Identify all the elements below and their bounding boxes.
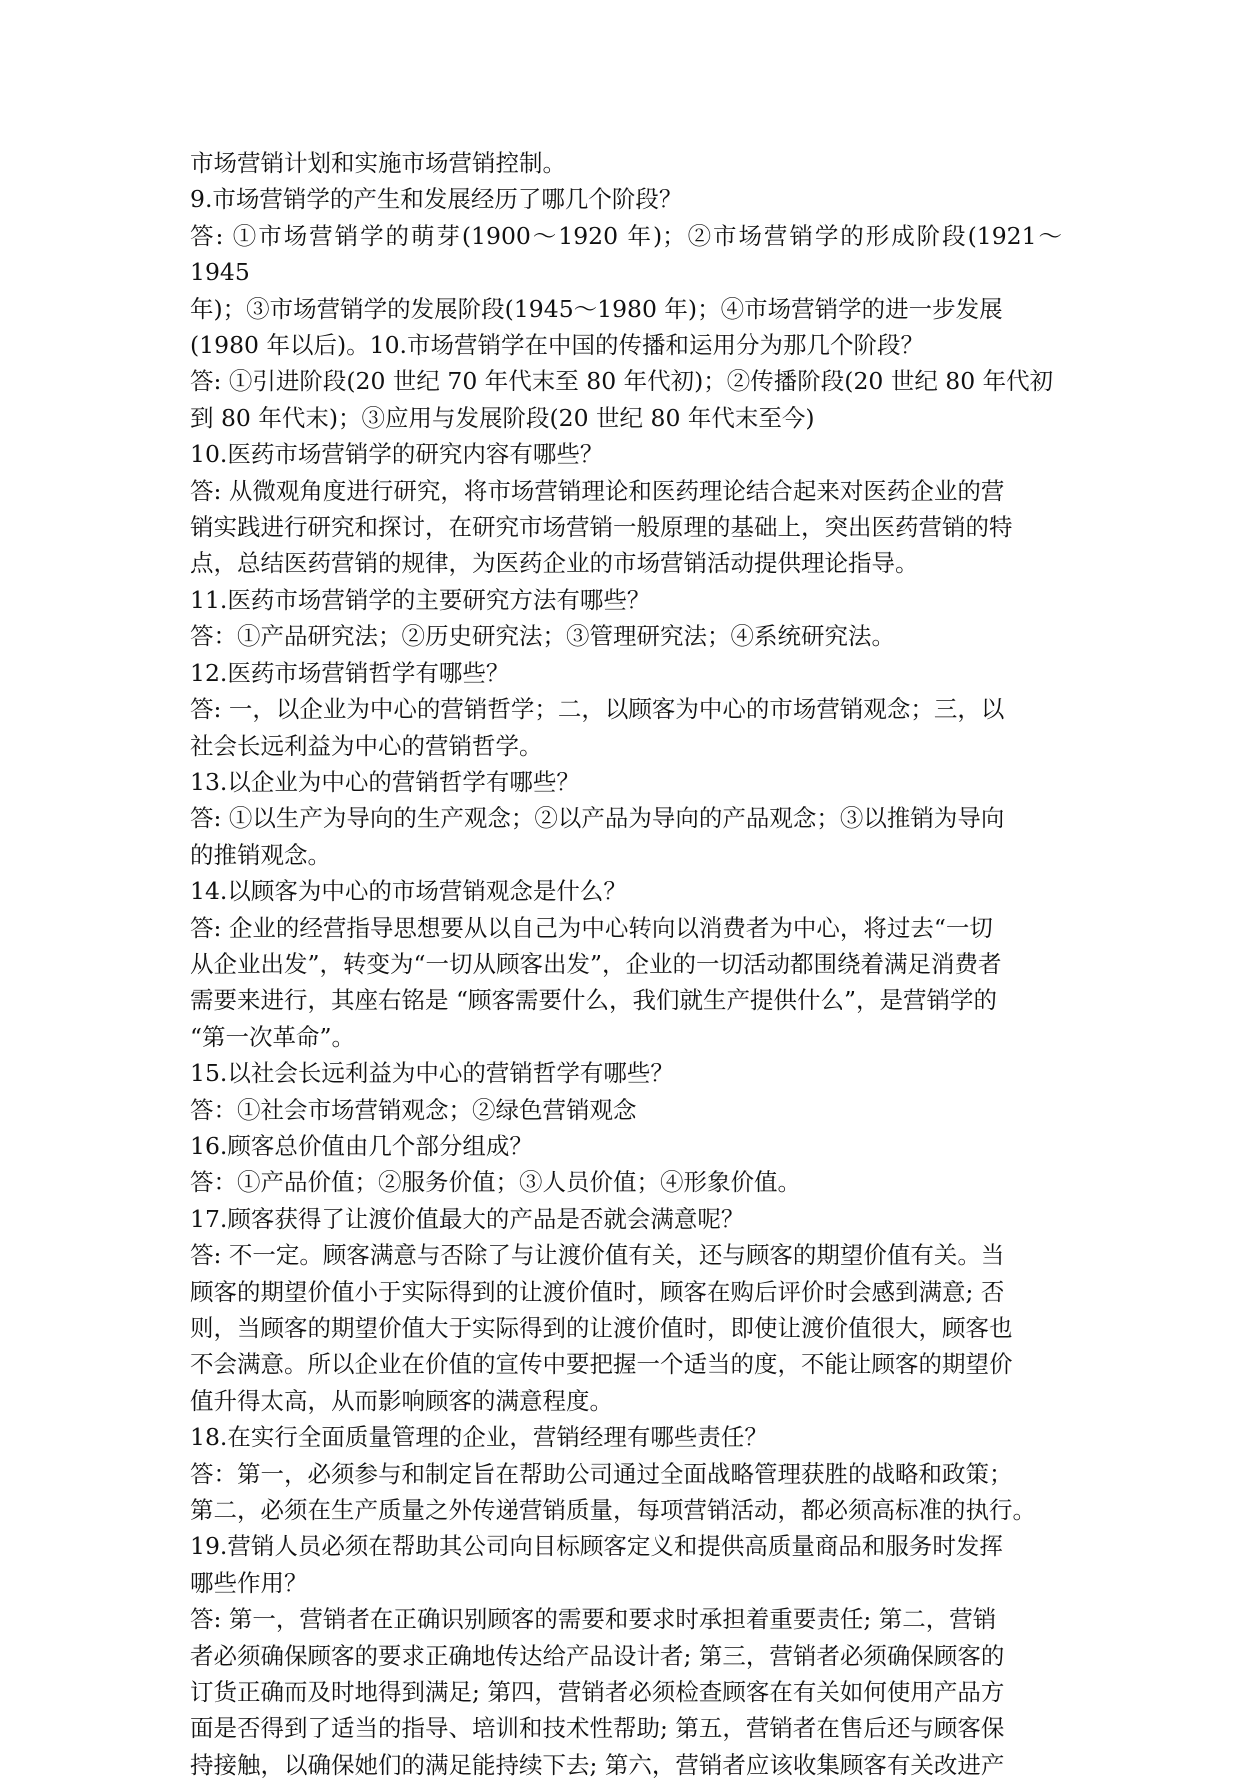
answer-line: 答: ①引进阶段(20 世纪 70 年代末至 80 年代初)；②传播阶段(20 世纪 80 年代初 — [190, 367, 1054, 396]
text-line: 市场营销计划和实施市场营销控制。 — [190, 149, 566, 177]
question-heading: 哪些作用？ — [190, 1568, 308, 1597]
question-heading: 19.营销人员必须在帮助其公司向目标顾客定义和提供高质量商品和服务时发挥 — [190, 1532, 1003, 1561]
question-heading: 18.在实行全面质量管理的企业，营销经理有哪些责任？ — [190, 1423, 768, 1452]
question-heading: 12.医药市场营销哲学有哪些？ — [190, 658, 510, 687]
question-heading: 16.顾客总价值由几个部分组成？ — [190, 1131, 533, 1160]
answer-line: 顾客的期望价值小于实际得到的让渡价值时，顾客在购后评价时会感到满意; 否 — [190, 1277, 1005, 1306]
answer-line: 答: ①市场营销学的萌芽(1900～1920 年)；②市场营销学的形成阶段(1921～1945 — [190, 221, 1062, 287]
answer-line: 值升得太高，从而影响顾客的满意程度。 — [190, 1386, 613, 1415]
answer-line: 社会长远利益为中心的营销哲学。 — [190, 731, 543, 760]
answer-line: 者必须确保顾客的要求正确地传达给产品设计者; 第三，营销者必须确保顾客的 — [190, 1641, 1005, 1670]
answer-line: 点，总结医药营销的规律，为医药企业的市场营销活动提供理论指导。 — [190, 549, 919, 578]
question-heading: 17.顾客获得了让渡价值最大的产品是否就会满意呢？ — [190, 1204, 745, 1233]
answer-line: 答：①社会市场营销观念；②绿色营销观念 — [190, 1095, 637, 1124]
answer-line: 从企业出发”，转变为“一切从顾客出发”，企业的一切活动都围绕着满足消费者 — [190, 949, 1002, 978]
answer-line: 不会满意。所以企业在价值的宣传中要把握一个适当的度，不能让顾客的期望价 — [190, 1350, 1013, 1379]
answer-line: 到 80 年代末)；③应用与发展阶段(20 世纪 80 年代末至今) — [190, 403, 815, 432]
answer-line: 答: 从微观角度进行研究，将市场营销理论和医药理论结合起来对医药企业的营 — [190, 476, 1005, 505]
answer-line: 需要来进行，其座右铭是 “顾客需要什么，我们就生产提供什么”，是营销学的 — [190, 986, 997, 1015]
answer-line: 答：①产品价值；②服务价值；③人员价值；④形象价值。 — [190, 1168, 801, 1197]
question-heading: 10.医药市场营销学的研究内容有哪些？ — [190, 440, 604, 469]
answer-line: 答: 一，以企业为中心的营销哲学；二，以顾客为中心的市场营销观念；三，以 — [190, 695, 1005, 724]
answer-line: 订货正确而及时地得到满足; 第四，营销者必须检查顾客在有关如何使用产品方 — [190, 1678, 1005, 1707]
answer-line: (1980 年以后)。10.市场营销学在中国的传播和运用分为那几个阶段？ — [190, 331, 924, 360]
answer-line: 答: 企业的经营指导思想要从以自己为中心转向以消费者为中心，将过去“一切 — [190, 913, 993, 942]
document-page — [190, 145, 1062, 1783]
answer-line: 答: 第一，营销者在正确识别顾客的需要和要求时承担着重要责任; 第二，营销 — [190, 1605, 997, 1634]
answer-line: 面是否得到了适当的指导、培训和技术性帮助; 第五，营销者在售后还与顾客保 — [190, 1714, 1005, 1743]
answer-line: 答: 不一定。顾客满意与否除了与让渡价值有关，还与顾客的期望价值有关。当 — [190, 1241, 1005, 1270]
answer-line: 持接触，以确保她们的满足能持续下去; 第六，营销者应该收集顾客有关改进产 — [190, 1750, 1005, 1779]
question-heading: 14.以顾客为中心的市场营销观念是什么？ — [190, 877, 627, 906]
answer-line: 答：①产品研究法；②历史研究法；③管理研究法；④系统研究法。 — [190, 622, 895, 651]
answer-line: 答: ①以生产为导向的生产观念；②以产品为导向的产品观念；③以推销为导向 — [190, 804, 1005, 833]
answer-line: 的推销观念。 — [190, 840, 331, 869]
answer-line: 答：第一，必须参与和制定旨在帮助公司通过全面战略管理获胜的战略和政策； — [190, 1459, 1013, 1488]
question-heading: 9.市场营销学的产生和发展经历了哪几个阶段？ — [190, 185, 683, 214]
answer-line: 年)；③市场营销学的发展阶段(1945～1980 年)；④市场营销学的进一步发展 — [190, 294, 1003, 323]
question-heading: 15.以社会长远利益为中心的营销哲学有哪些？ — [190, 1059, 674, 1088]
answer-line: 第二，必须在生产质量之外传递营销质量，每项营销活动，都必须高标准的执行。 — [190, 1496, 1036, 1525]
question-heading: 11.医药市场营销学的主要研究方法有哪些？ — [190, 585, 651, 614]
question-heading: 13.以企业为中心的营销哲学有哪些？ — [190, 767, 580, 796]
answer-line: 则，当顾客的期望价值大于实际得到的让渡价值时，即使让渡价值很大，顾客也 — [190, 1314, 1013, 1342]
answer-line: 销实践进行研究和探讨，在研究市场营销一般原理的基础上，突出医药营销的特 — [190, 513, 1013, 542]
answer-line: “第一次革命”。 — [190, 1022, 356, 1051]
